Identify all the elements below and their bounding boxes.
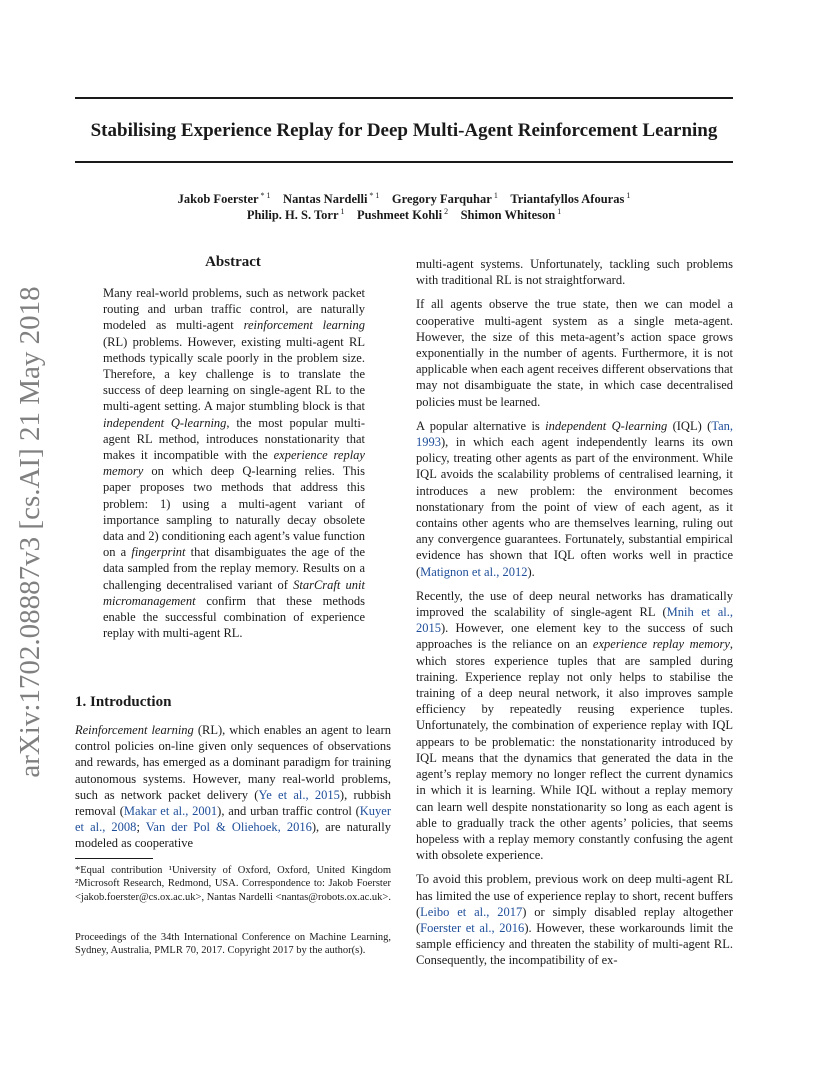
author-affiliation-mark: 1 <box>626 190 631 200</box>
text-run: If all agents observe the true state, then we can model a cooperative multi-agent system as a single meta-agent. However, the size of this meta-agent’s action space grows exponentially in the number of agents. Furthermore, it is not applicable when each agent receives different observations that may not disambiguate the state, in which case decentralised policies must be learned. <box>416 297 733 409</box>
citation-link[interactable]: Ye et al., 2015 <box>258 787 340 802</box>
title-rule-top <box>75 97 733 99</box>
text-run: (RL), which enables an agent to learn control policies on-line given only sequences of observations and rewards, has emerged as a dominant paradigm for training autonomous systems. However, many real-world problems, such as network packet delivery ( <box>75 723 391 802</box>
introduction-body <box>75 722 391 852</box>
authors-line-1 <box>75 191 733 208</box>
author-name: Nantas Nardelli <box>283 192 368 206</box>
abstract-heading: Abstract <box>205 254 261 270</box>
author-affiliation-mark: 1 <box>340 206 345 216</box>
text-run: To avoid this problem, previous work on deep multi-agent RL has limited the use of experience replay to short, recent buffers ( <box>416 872 733 919</box>
citation-link[interactable]: Mnih et al., 2015 <box>416 605 733 636</box>
author-affiliation-mark: 1 <box>557 206 562 216</box>
text-run: ). <box>527 564 535 579</box>
text-run: ; <box>136 820 146 835</box>
emphasized-term: reinforcement learning <box>243 318 365 333</box>
emphasized-term: Reinforcement learning <box>75 723 194 737</box>
citation-link[interactable]: Matignon et al., 2012 <box>420 564 528 579</box>
author-affiliation-mark: * 1 <box>369 190 380 200</box>
author-entry <box>357 208 448 222</box>
body-paragraph <box>416 418 733 580</box>
text-run: on which deep Q-learning relies. This paper proposes two methods that address this problem: 1) using a multi-agent variant of importance sampling to naturally decay obsolete data and 2) conditioning each agent’s value function on a <box>103 464 365 560</box>
introduction-heading: 1. Introduction <box>75 694 172 710</box>
emphasized-term: fingerprint <box>131 545 186 560</box>
author-name: Gregory Farquhar <box>391 192 492 206</box>
text-run: ), in which each agent independently learns its own policy, treating other agents as part of the environment. While IQL avoids the scalability problems of centralised learning, it introduces a new problem: the environment becomes nonstationary from the point of view of each agent, as it contains other agents who are themselves learning, ruling out any convergence guarantees. Fortunately, substantial empirical evidence has shown that IQL often works well in practice ( <box>416 435 733 579</box>
title-rule-bottom <box>75 161 733 163</box>
arxiv-identifier-stamp[interactable]: arXiv:1702.08887v3 [cs.AI] 21 May 2018 <box>14 286 46 778</box>
author-entry <box>510 192 630 206</box>
emphasized-term: independent Q-learning <box>103 415 227 430</box>
text-run: confirm that these methods enable the successful combination of experience replay with multi-agent RL. <box>103 593 365 641</box>
author-entry <box>392 192 498 206</box>
author-entry <box>461 208 562 222</box>
author-name: Jakob Foerster <box>177 192 259 206</box>
proceedings-note: Proceedings of the 34th International Conference on Machine Learning, Sydney, Australia, PMLR 70, 2017. Copyright 2017 by the author(s). <box>75 932 391 957</box>
text-run: ). However, these workarounds limit the sample efficiency and threaten the stability of multi-agent RL. Consequently, the incompatibility of ex- <box>416 920 733 968</box>
author-name: Pushmeet Kohli <box>357 208 443 222</box>
body-paragraph <box>416 256 733 288</box>
abstract-body <box>103 285 365 641</box>
author-name: Shimon Whiteson <box>460 208 556 222</box>
body-paragraph <box>416 588 733 863</box>
text-run: , which stores experience tuples that are sampled during training. Experience replay not only helps to stabilise the training of a deep neural network, it also improves sample efficiency by repeatedly reusing experience tuples. Unfortunately, the combination of experience replay with IQL appears to be problematic: the nonstationarity introduced by IQL means that the dynamics that generated the data in the agent’s replay memory no longer reflect the current dynamics in which it is learning. While IQL without a replay memory can learn well despite nonstationarity so long as each agent is able to gradually track the other agents’ policies, that seems hopeless with a replay memory constantly confusing the agent with obsolete experience. <box>416 637 733 863</box>
citation-link[interactable]: Kuyer et al., 2008 <box>75 804 391 835</box>
citation-link[interactable]: Tan, 1993 <box>416 418 733 450</box>
text-run: , the most popular multi-agent RL method, introduces nonstationarity that makes it incompatible with the <box>103 415 365 463</box>
text-run: ). However, one element key to the success of such approaches is the reliance on an <box>416 621 733 652</box>
author-affiliation-mark: 1 <box>493 190 498 200</box>
citation-link[interactable]: Leibo et al., 2017 <box>420 904 523 919</box>
text-run: ), rubbish removal ( <box>75 787 391 819</box>
text-run: Many real-world problems, such as network packet routing and urban traffic control, are naturally modeled as multi-agent <box>103 286 365 333</box>
author-affiliation-mark: 2 <box>444 206 449 216</box>
author-entry <box>178 192 271 206</box>
text-run: that disambiguates the age of the data sampled from the replay memory. Results on a challenging decentralised variant of <box>103 545 365 592</box>
author-entry <box>247 208 345 222</box>
right-column-body <box>416 256 733 977</box>
citation-link[interactable]: Makar et al., 2001 <box>123 804 218 819</box>
author-entry <box>283 192 379 206</box>
author-affiliation-mark: * 1 <box>260 190 271 200</box>
authors-line-2 <box>75 207 733 224</box>
text-run: ), and urban traffic control ( <box>217 804 360 819</box>
author-name: Triantafyllos Afouras <box>510 192 625 206</box>
citation-link[interactable]: Foerster et al., 2016 <box>420 920 525 935</box>
text-run: (RL) problems. However, existing multi-agent RL methods typically scale poorly in the problem size. Therefore, a key challenge is to translate the success of deep learning on single-agent RL to the multi-agent setting. A major stumbling block is that <box>103 334 365 414</box>
body-paragraph <box>416 296 733 409</box>
emphasized-term: StarCraft unit micromanagement <box>103 577 365 608</box>
author-name: Philip. H. S. Torr <box>246 208 339 222</box>
emphasized-term: independent Q-learning <box>545 418 668 433</box>
text-run: (IQL) ( <box>667 418 712 433</box>
emphasized-term: experience replay memory <box>103 448 365 479</box>
text-run: A popular alternative is <box>416 418 546 433</box>
body-paragraph <box>416 871 733 968</box>
citation-link[interactable]: Van der Pol & Oliehoek, 2016 <box>145 820 312 835</box>
text-run: ) or simply disabled replay altogether ( <box>416 904 733 935</box>
affiliation-footnote: *Equal contribution ¹University of Oxford, Oxford, United Kingdom ²Microsoft Research, Redmond, USA. Correspondence to: Jakob Foerster <jakob.foerster@cs.ox.ac.uk>, Nantas Nardelli <nantas@robots.ox.ac.uk>. <box>75 865 391 903</box>
text-run: ), are naturally modeled as cooperative <box>75 820 391 851</box>
text-run: multi-agent systems. Unfortunately, tackling such problems with traditional RL is not straightforward. <box>416 257 733 288</box>
emphasized-term: experience replay memory <box>592 637 730 652</box>
text-run: Recently, the use of deep neural networks has dramatically improved the scalability of single-agent RL ( <box>416 588 733 620</box>
footnote-rule <box>75 858 153 859</box>
paper-title: Stabilising Experience Replay for Deep Multi-Agent Reinforcement Learning <box>90 120 718 141</box>
